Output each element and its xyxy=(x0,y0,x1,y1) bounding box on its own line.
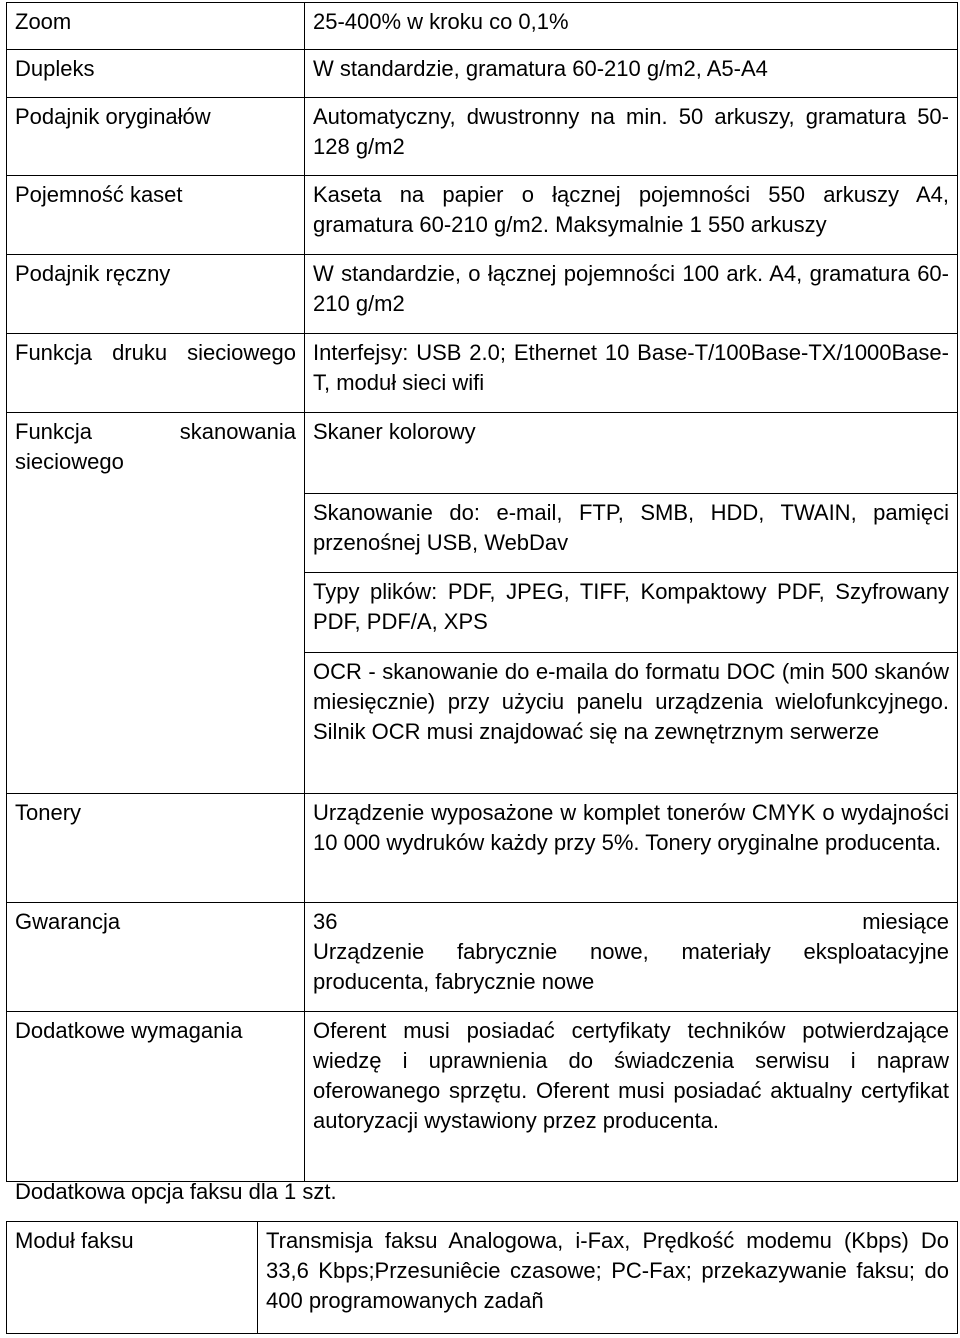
row-label: Podajnik oryginałów xyxy=(7,98,305,176)
row-label: Moduł faksu xyxy=(7,1222,258,1334)
fax-section-heading: Dodatkowa opcja faksu dla 1 szt. xyxy=(15,1179,337,1204)
row-label: Funkcja skanowania sieciowego xyxy=(7,413,305,794)
row-label: Pojemność kaset xyxy=(7,176,305,255)
row-label: Zoom xyxy=(7,3,305,50)
table-row xyxy=(7,50,958,98)
warranty-number: 36 xyxy=(313,909,338,934)
spec-table xyxy=(6,2,958,1182)
row-value: Urządzenie wyposażone w komplet tonerów CMYK o wydajności 10 000 wydruków każdy przy 5%. Tonery oryginalne producenta. xyxy=(305,794,958,903)
table-row xyxy=(7,3,958,50)
fax-table xyxy=(6,1221,958,1334)
row-value xyxy=(305,903,958,1012)
row-label: Funkcja druku sieciowego xyxy=(7,334,305,413)
row-label: Dupleks xyxy=(7,50,305,98)
row-value: Transmisja faksu Analogowa, i-Fax, Prędkość modemu (Kbps) Do 33,6 Kbps;Przesuniêcie czasowe; PC-Fax; przekazywanie faksu; do 400 programowanych zadañ xyxy=(258,1222,958,1334)
row-label: Tonery xyxy=(7,794,305,903)
row-label: Gwarancja xyxy=(7,903,305,1012)
warranty-period xyxy=(313,907,949,937)
table-row xyxy=(7,334,958,413)
warranty-note: Urządzenie fabrycznie nowe, materiały eksploatacyjne producenta, fabrycznie nowe xyxy=(313,939,949,994)
row-value: Typy plików: PDF, JPEG, TIFF, Kompaktowy PDF, Szyfrowany PDF, PDF/A, XPS xyxy=(305,573,958,653)
table-row xyxy=(7,176,958,255)
row-value: Skanowanie do: e-mail, FTP, SMB, HDD, TWAIN, pamięci przenośnej USB, WebDav xyxy=(305,494,958,573)
row-value: Automatyczny, dwustronny na min. 50 arkuszy, gramatura 50-128 g/m2 xyxy=(305,98,958,176)
table-row xyxy=(7,1012,958,1182)
table-row xyxy=(7,413,958,494)
row-value: Skaner kolorowy xyxy=(305,413,958,494)
row-value: Kaseta na papier o łącznej pojemności 550 arkuszy A4, gramatura 60-210 g/m2. Maksymalnie 1 550 arkuszy xyxy=(305,176,958,255)
row-value: Oferent musi posiadać certyfikaty techników potwierdzające wiedzę i uprawnienia do świadczenia serwisu i napraw oferowanego sprzętu. Oferent musi posiadać aktualny certyfikat autoryzacji wystawiony przez producenta. xyxy=(305,1012,958,1182)
table-row xyxy=(7,255,958,334)
row-label: Dodatkowe wymagania xyxy=(7,1012,305,1182)
row-value: W standardzie, o łącznej pojemności 100 ark. A4, gramatura 60-210 g/m2 xyxy=(305,255,958,334)
table-row xyxy=(7,794,958,903)
table-row xyxy=(7,903,958,1012)
row-value: Interfejsy: USB 2.0; Ethernet 10 Base-T/100Base-TX/1000Base-T, moduł sieci wifi xyxy=(305,334,958,413)
table-row xyxy=(7,98,958,176)
table-row xyxy=(7,1222,958,1334)
row-value: OCR - skanowanie do e-maila do formatu DOC (min 500 skanów miesięcznie) przy użyciu panelu urządzenia wielofunkcyjnego. Silnik OCR musi znajdować się na zewnętrznym serwerze xyxy=(305,653,958,794)
row-value: W standardzie, gramatura 60-210 g/m2, A5-A4 xyxy=(305,50,958,98)
row-label: Podajnik ręczny xyxy=(7,255,305,334)
warranty-unit: miesiące xyxy=(862,909,949,934)
row-value: 25-400% w kroku co 0,1% xyxy=(305,3,958,50)
